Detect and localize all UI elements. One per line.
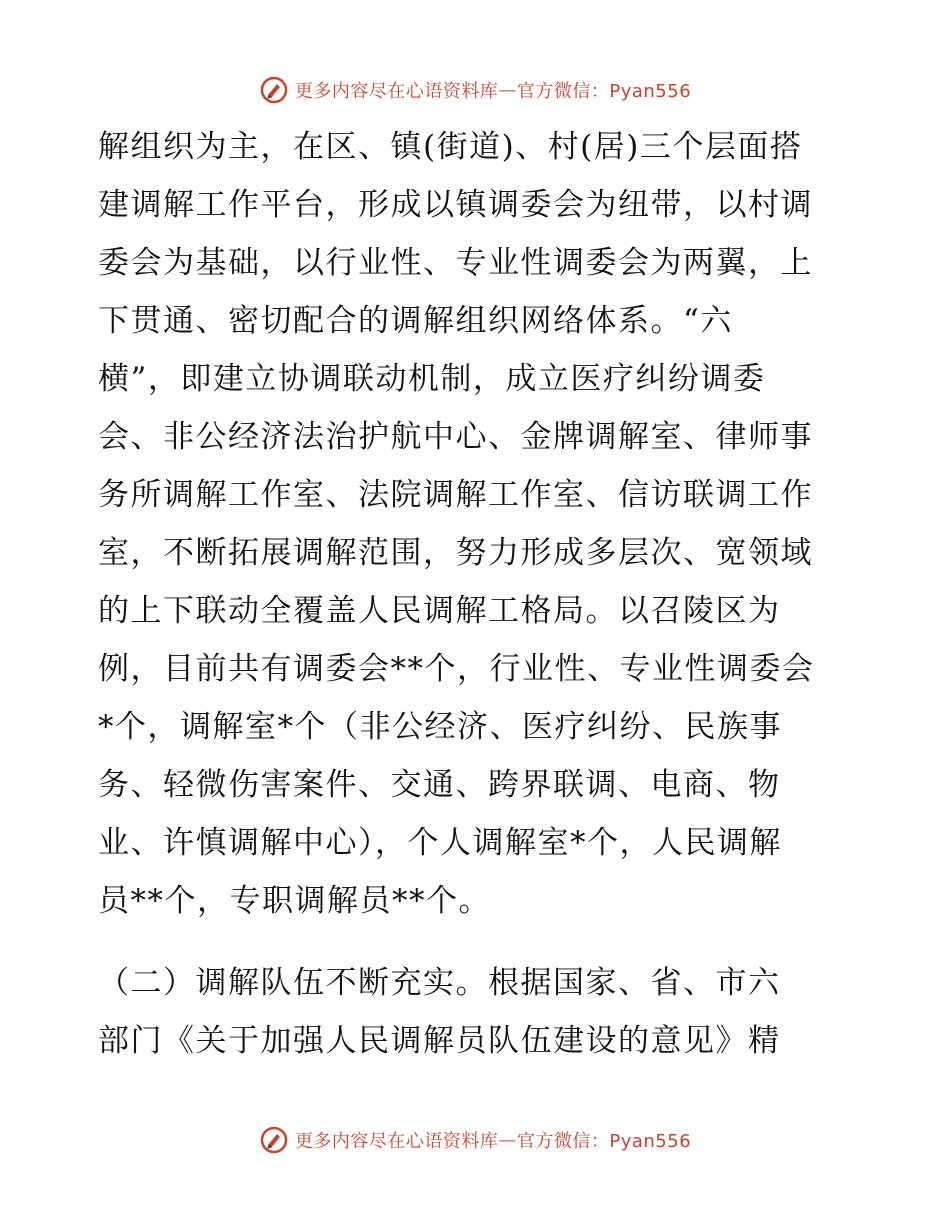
text-line: 务所调解工作室、法院调解工作室、信访联调工作 <box>98 477 813 513</box>
paragraph-spacer <box>98 930 858 954</box>
footer-site-name: 更多内容尽在心语资料库 <box>294 1131 499 1152</box>
paragraph <box>98 954 858 1070</box>
footer-separator: — <box>498 1129 517 1151</box>
text-line: 例，目前共有调委会**个，行业性、专业性调委会 <box>98 651 815 687</box>
text-line: 下贯通、密切配合的调解组织网络体系。“六 <box>98 303 733 339</box>
text-line: 会、非公经济法治护航中心、金牌调解室、律师事 <box>98 419 813 455</box>
header-separator: — <box>498 79 517 101</box>
text-line: 解组织为主，在区、镇(街道)、村(居)三个层面搭 <box>98 129 803 165</box>
section-heading-line: （二）调解队伍不断充实。根据国家、省、市六 <box>98 965 781 1001</box>
text-line: 室，不断拓展调解范围，努力形成多层次、宽领域 <box>98 535 813 571</box>
paragraph <box>98 118 858 930</box>
text-line: 务、轻微伤害案件、交通、跨界联调、电商、物 <box>98 767 781 803</box>
pen-logo-icon <box>259 1125 289 1155</box>
text-line: 横”，即建立协调联动机制，成立医疗纠纷调委 <box>98 361 766 397</box>
text-line: *个，调解室*个（非公经济、医疗纠纷、民族事 <box>98 709 782 745</box>
text-line: 建调解工作平台，形成以镇调委会为纽带，以村调 <box>98 187 813 223</box>
header-contact: 官方微信：Pyan556 <box>516 81 692 102</box>
header-banner <box>0 70 950 110</box>
document-body <box>98 118 858 1070</box>
header-site-name: 更多内容尽在心语资料库 <box>294 81 499 102</box>
text-line: 员**个，专职调解员**个。 <box>98 883 491 919</box>
footer-contact: 官方微信：Pyan556 <box>516 1131 692 1152</box>
pen-logo-icon <box>259 75 289 105</box>
text-line: 的上下联动全覆盖人民调解工格局。以召陵区为 <box>98 593 781 629</box>
footer-banner <box>0 1120 950 1160</box>
text-line: 委会为基础，以行业性、专业性调委会为两翼，上 <box>98 245 813 281</box>
text-line: 业、许慎调解中心），个人调解室*个，人民调解 <box>98 825 782 861</box>
text-line: 部门《关于加强人民调解员队伍建设的意见》精 <box>98 1023 781 1059</box>
